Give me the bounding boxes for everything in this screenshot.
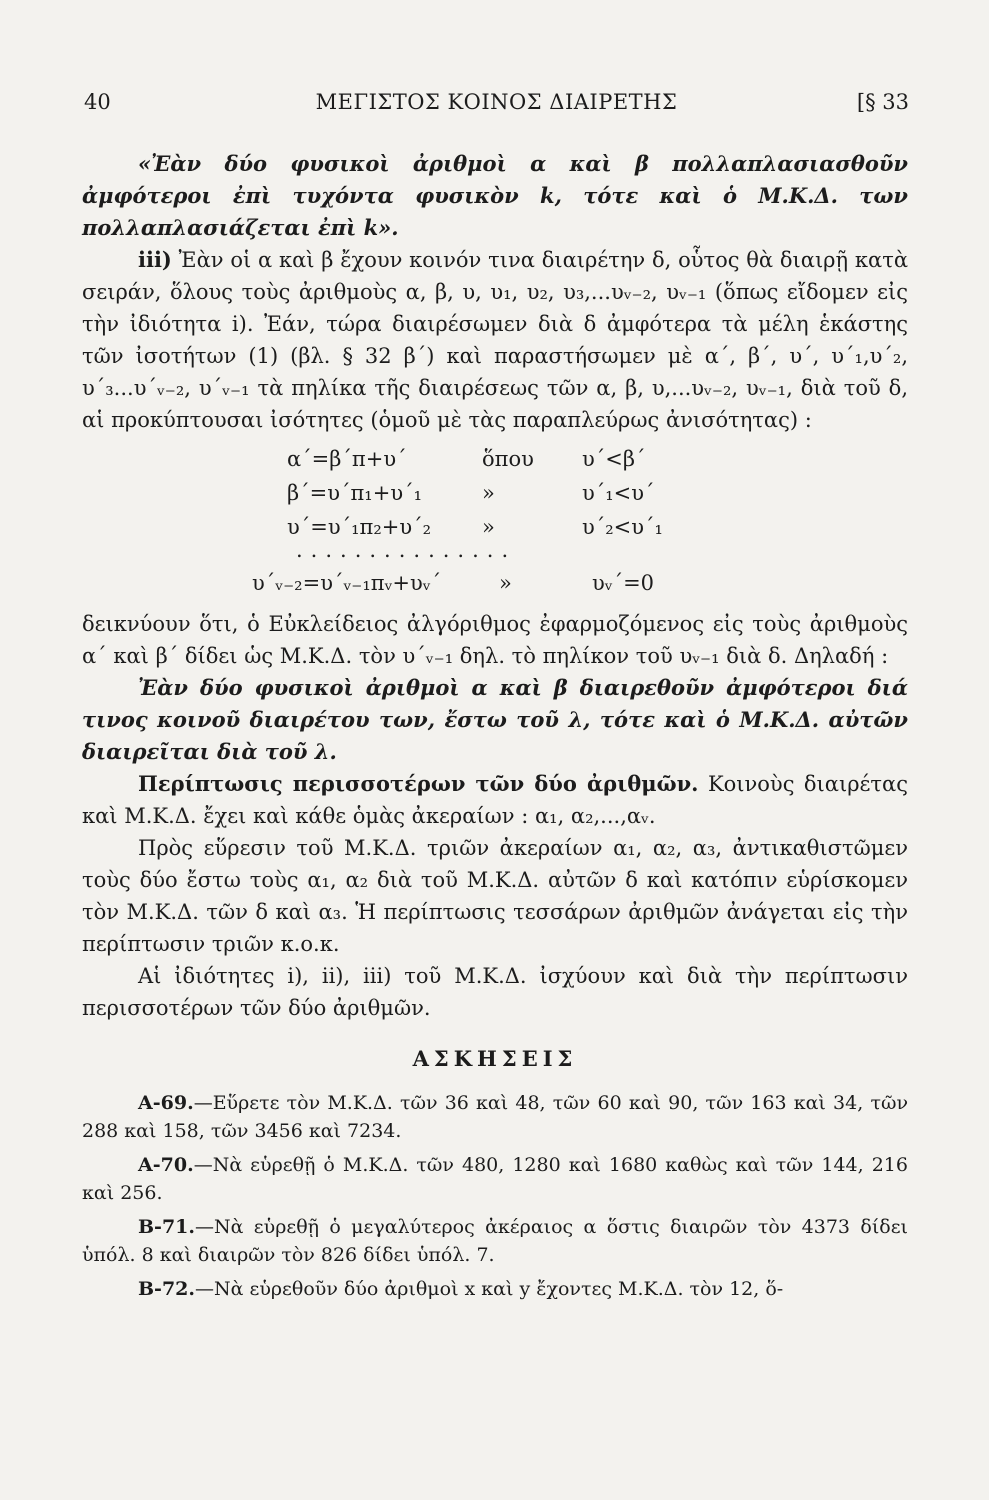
exercise-text: —Νὰ εὑρεθῇ ὁ μεγαλύτερος ἀκέραιος α ὅστις διαιρῶν τὸν 4373 δίδει ὑπόλ. 8 καὶ διαιρῶν τὸν 826 δίδει ὑπόλ. 7. xyxy=(82,1216,908,1266)
ellipsis-row: ............... xyxy=(296,538,517,562)
exercise-text: —Νὰ εὑρεθοῦν δύο ἀριθμοὶ x καὶ y ἔχοντες Μ.Κ.Δ. τὸν 12, ὅ- xyxy=(195,1278,784,1300)
properties-paragraph: Αἱ ἰδιότητες i), ii), iii) τοῦ Μ.Κ.Δ. ἰσχύουν καὶ διὰ τὴν περίπτωσιν περισσοτέρων τῶν δύο ἀριθμῶν. xyxy=(82,964,908,1020)
equation: υ΄ᵥ₋₂=υ΄ᵥ₋₁πᵥ+υᵥ΄ xyxy=(252,571,442,595)
case-paragraph xyxy=(82,768,908,832)
exercises-list xyxy=(82,1089,908,1303)
exercise-label: Β-71. xyxy=(138,1216,195,1238)
equation-system xyxy=(82,442,908,600)
theorem-statement-1: «Ἐὰν δύο φυσικοὶ ἀριθμοὶ α καὶ β πολλαπλασιασθοῦν ἀμφότεροι ἐπὶ τυχόντα φυσικὸν k, τότε καὶ ὁ Μ.Κ.Δ. των πολλαπλασιάζεται ἐπὶ k». xyxy=(82,151,908,240)
equation-row-last xyxy=(82,566,908,600)
three-numbers-paragraph: Πρὸς εὕρεσιν τοῦ Μ.Κ.Δ. τριῶν ἀκεραίων α₁, α₂, α₃, ἀντικαθιστῶμεν τοὺς δύο ἔστω τοὺς α₁, α₂ διὰ τοῦ Μ.Κ.Δ. αὐτῶν δ καὶ κατόπιν εὑρίσκομεν τὸν Μ.Κ.Δ. τῶν δ καὶ α₃. Ἡ περίπτωσις τεσσάρων ἀριθμῶν ἀνάγεται εἰς τὴν περίπτωσιν τριῶν κ.ο.κ. xyxy=(82,836,908,956)
theorem-statement-2: Ἐὰν δύο φυσικοὶ ἀριθμοὶ α καὶ β διαιρεθοῦν ἀμφότεροι διά τινος κοινοῦ διαιρέτου των, ἔστω τοῦ λ, τότε καὶ ὁ Μ.Κ.Δ. αὐτῶν διαιρεῖται διὰ τοῦ λ. xyxy=(82,675,908,764)
running-title: ΜΕΓΙΣΤΟΣ ΚΟΙΝΟΣ ΔΙΑΙΡΕΤΗΣ xyxy=(315,90,678,114)
case-text: Κοινοὺς διαιρέτας καὶ Μ.Κ.Δ. ἔχει καὶ κάθε ὁμὰς ἀκεραίων : α₁, α₂,...,αᵥ. xyxy=(82,772,908,828)
exercise-label: Α-70. xyxy=(138,1154,194,1176)
equation-connector: » xyxy=(482,515,495,539)
inequality: υ΄₂<υ΄₁ xyxy=(582,515,663,539)
exercise-label: Α-69. xyxy=(138,1092,194,1114)
page-header xyxy=(84,90,909,120)
equation-row xyxy=(82,442,908,476)
exercise-item xyxy=(82,1213,908,1269)
page-number: 40 xyxy=(84,90,111,114)
exercise-text: —Εὕρετε τὸν Μ.Κ.Δ. τῶν 36 καὶ 48, τῶν 60 καὶ 90, τῶν 163 καὶ 34, τῶν 288 καὶ 158, τῶν 3456 καὶ 7234. xyxy=(82,1092,908,1142)
equation: υ΄=υ΄₁π₂+υ΄₂ xyxy=(287,515,432,539)
conclusion-paragraph: δεικνύουν ὅτι, ὁ Εὐκλείδειος ἀλγόριθμος ἐφαρμοζόμενος εἰς τοὺς ἀριθμοὺς α΄ καὶ β΄ δίδει ὡς Μ.Κ.Δ. τὸν υ΄ᵥ₋₁ δηλ. τὸ πηλίκον τοῦ υᵥ₋₁ διὰ δ. Δηλαδή : xyxy=(82,612,908,668)
section-number: [§ 33 xyxy=(856,90,909,114)
case-heading: Περίπτωσις περισσοτέρων τῶν δύο ἀριθμῶν. xyxy=(138,771,699,796)
exercise-text: —Νὰ εὑρεθῇ ὁ Μ.Κ.Δ. τῶν 480, 1280 καὶ 1680 καθὼς καὶ τῶν 144, 216 καὶ 256. xyxy=(82,1154,908,1204)
exercise-item xyxy=(82,1275,908,1303)
equation-connector: » xyxy=(499,571,512,595)
equation-connector: » xyxy=(482,481,495,505)
exercise-item xyxy=(82,1151,908,1207)
property-text: Ἐὰν οἱ α καὶ β ἔχουν κοινόν τινα διαιρέτην δ, οὗτος θὰ διαιρῇ κατὰ σειράν, ὅλους τοὺς ἀριθμοὺς α, β, υ, υ₁, υ₂, υ₃,...υᵥ₋₂, υᵥ₋₁ (ὅπως εἴδομεν εἰς τὴν ἰδιότητα i). Ἐάν, τώρα διαιρέσωμεν διὰ δ ἀμφότερα τὰ μέλη ἑκάστης τῶν ἰσοτήτων (1) (βλ. § 32 β΄) καὶ παραστήσωμεν μὲ α΄, β΄, υ΄, υ΄₁,υ΄₂, υ΄₃...υ΄ᵥ₋₂, υ΄ᵥ₋₁ τὰ πηλίκα τῆς διαιρέσεως τῶν α, β, υ,...υᵥ₋₂, υᵥ₋₁, διὰ τοῦ δ, αἱ προκύπτουσαι ἰσότητες (ὁμοῦ μὲ τὰς παραπλεύρως ἀνισότητας) : xyxy=(82,248,908,432)
property-label: iii) xyxy=(138,247,172,272)
equation: β΄=υ΄π₁+υ΄₁ xyxy=(287,481,423,505)
exercise-item xyxy=(82,1089,908,1145)
property-iii-paragraph xyxy=(82,244,908,436)
equation-row xyxy=(82,476,908,510)
equation: α΄=β΄π+υ΄ xyxy=(287,447,407,471)
exercises-title: ΑΣΚΗΣΕΙΣ xyxy=(412,1046,578,1071)
inequality: υ΄₁<υ΄ xyxy=(582,481,655,505)
equation-connector: ὅπου xyxy=(482,447,534,471)
inequality: υ΄<β΄ xyxy=(582,447,646,471)
exercise-label: Β-72. xyxy=(138,1278,195,1300)
page-body xyxy=(82,148,908,1309)
inequality: υᵥ΄=0 xyxy=(592,571,655,595)
